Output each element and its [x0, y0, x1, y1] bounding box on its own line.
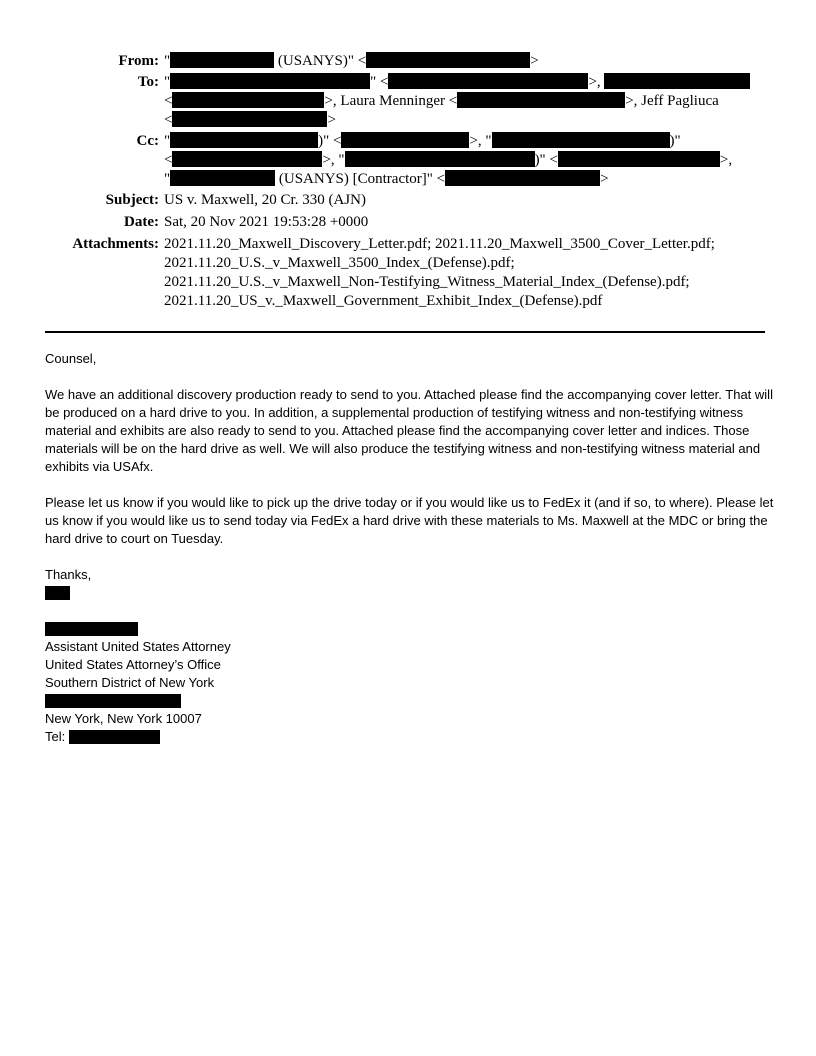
- body-paragraph-2: Please let us know if you would like to pick up the drive today or if you would like us to FedEx it (and if so, to where). Please let us know if you would like us to send today via FedEx a hard drive with these materials to Ms. Maxwell at the MDC or bring the hard drive to court on Tuesday.: [45, 495, 774, 546]
- from-row: From: " (USANYS)" < >: [0, 52, 816, 71]
- redaction-block: [170, 73, 370, 89]
- body-paragraph-1: We have an additional discovery production ready to send to you. Attached please find the accompanying cover letter. That will be produced on a hard drive to you. In addition, a supplemental production of testifying witness and non-testifying witness material and exhibits are also ready to send to you. Attached please find the accompanying cover letter and indices. Those materials will be on the hard drive as well. We will also produce the testifying witness and non-testifying witness material and exhibits via USAfx.: [45, 387, 773, 474]
- redaction-block: [345, 151, 535, 167]
- signature-tel: [45, 728, 775, 746]
- redaction-block: [604, 73, 750, 89]
- from-label: From:: [118, 53, 159, 69]
- redaction-block: [492, 132, 670, 148]
- redaction-block: [45, 586, 70, 600]
- attachments-row: [0, 235, 816, 311]
- redaction-block: [172, 151, 322, 167]
- redaction-block: [69, 730, 160, 744]
- redaction-block: [341, 132, 469, 148]
- subject-row: [0, 191, 816, 210]
- attachment-line[interactable]: 2021.11.20_Maxwell_Discovery_Letter.pdf; 2021.11.20_Maxwell_3500_Cover_Letter.pdf;: [164, 236, 715, 252]
- attachments-label: Attachments:: [72, 236, 159, 252]
- attachment-line[interactable]: 2021.11.20_US_v._Maxwell_Government_Exhibit_Index_(Defense).pdf: [164, 293, 603, 309]
- redaction-block: [388, 73, 588, 89]
- signature-district: Southern District of New York: [45, 675, 215, 690]
- email-header: [0, 52, 816, 311]
- subject-label: Subject:: [105, 192, 159, 208]
- redaction-block: [170, 170, 275, 186]
- header-divider: [45, 331, 765, 333]
- date-row: [0, 213, 816, 232]
- redaction-block: [170, 132, 318, 148]
- date-value: Sat, 20 Nov 2021 19:53:28 +0000: [164, 214, 369, 230]
- cc-label: Cc:: [136, 133, 159, 149]
- redaction-block: [172, 111, 327, 127]
- attachment-line[interactable]: 2021.11.20_U.S._v_Maxwell_3500_Index_(Defense).pdf;: [164, 255, 515, 271]
- tel-label: Tel:: [45, 729, 69, 744]
- date-label: Date:: [124, 214, 159, 230]
- signature-office: United States Attorney’s Office: [45, 657, 221, 672]
- redaction-block: [172, 92, 324, 108]
- redaction-block: [45, 694, 181, 708]
- to-label: To:: [137, 74, 159, 90]
- signature-title: Assistant United States Attorney: [45, 639, 231, 654]
- attachment-line[interactable]: 2021.11.20_U.S._v_Maxwell_Non-Testifying_Witness_Material_Index_(Defense).pdf;: [164, 274, 690, 290]
- redaction-block: [45, 622, 138, 636]
- closing: Thanks,: [45, 567, 92, 582]
- email-body: [45, 350, 775, 746]
- redaction-block: [457, 92, 625, 108]
- signature-city: New York, New York 10007: [45, 711, 202, 726]
- redaction-block: [366, 52, 530, 68]
- redaction-block: [558, 151, 720, 167]
- greeting: Counsel,: [45, 351, 97, 366]
- subject-value: US v. Maxwell, 20 Cr. 330 (AJN): [164, 192, 366, 208]
- redaction-block: [445, 170, 600, 186]
- cc-row: Cc: " )" < >, " )" < >, " )" < >, " (USANYS) [Contractor]" < >: [0, 132, 816, 189]
- redaction-block: [170, 52, 274, 68]
- to-row: To: " " < >, < >, Laura Menninger < >, Jeff Pagliuca < >: [0, 73, 816, 130]
